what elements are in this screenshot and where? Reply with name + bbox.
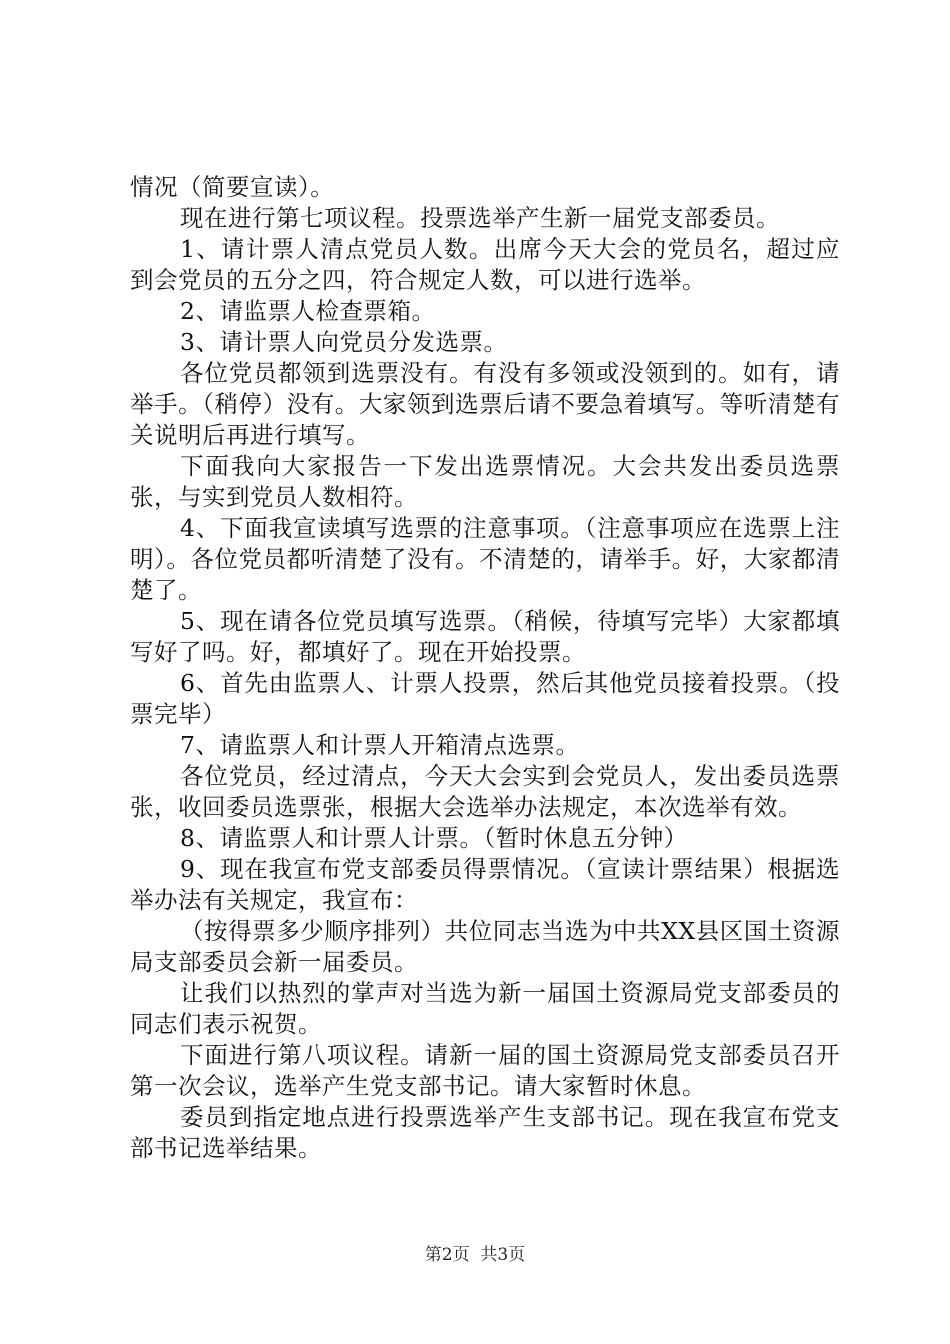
paragraph-8: 4、下面我宣读填写选票的注意事项。（注意事项应在选票上注明）。各位党员都听清楚了没有。不清楚的，请举手。好，大家都清楚了。	[130, 514, 840, 604]
paragraph-3: 1、请计票人清点党员人数。出席今天大会的党员名，超过应到会党员的五分之四，符合规定人数，可以进行选举。	[130, 235, 840, 294]
paragraph-4: 2、请监票人检查票箱。	[180, 297, 436, 325]
paragraph-13: 8、请监票人和计票人计票。（暂时休息五分钟）	[180, 824, 688, 852]
paragraph-7: 下面我向大家报告一下发出选票情况。大会共发出委员选票张，与实到党员人数相符。	[130, 452, 840, 511]
paragraph-11: 7、请监票人和计票人开箱清点选票。	[180, 731, 580, 759]
paragraph-9: 5、现在请各位党员填写选票。（稍候，待填写完毕）大家都填写好了吗。好，都填好了。现在开始投票。	[130, 607, 840, 666]
body-text	[130, 172, 840, 1164]
paragraph-18: 委员到指定地点进行投票选举产生支部书记。现在我宣布党支部书记选举结果。	[130, 1103, 840, 1162]
paragraph-14: 9、现在我宣布党支部委员得票情况。（宣读计票结果）根据选举办法有关规定，我宣布：	[130, 855, 840, 914]
page-number-footer: 第2页 共3页	[424, 1245, 526, 1265]
paragraph-12: 各位党员，经过清点，今天大会实到会党员人，发出委员选票张，收回委员选票张，根据大会选举办法规定，本次选举有效。	[130, 762, 840, 821]
paragraph-5: 3、请计票人向党员分发选票。	[180, 328, 508, 356]
paragraph-16: 让我们以热烈的掌声对当选为新一届国土资源局党支部委员的同志们表示祝贺。	[130, 979, 840, 1038]
paragraph-6: 各位党员都领到选票没有。有没有多领或没领到的。如有，请举手。（稍停）没有。大家领到选票后请不要急着填写。等听清楚有关说明后再进行填写。	[130, 359, 840, 449]
paragraph-17: 下面进行第八项议程。请新一届的国土资源局党支部委员召开第一次会议，选举产生党支部书记。请大家暂时休息。	[130, 1041, 840, 1100]
paragraph-2: 现在进行第七项议程。投票选举产生新一届党支部委员。	[180, 204, 780, 232]
paragraph-10: 6、首先由监票人、计票人投票，然后其他党员接着投票。（投票完毕）	[130, 669, 840, 728]
paragraph-1: 情况（简要宣读）。	[130, 173, 335, 201]
paragraph-15: （按得票多少顺序排列）共位同志当选为中共XX县区国土资源局支部委员会新一届委员。	[130, 917, 840, 976]
